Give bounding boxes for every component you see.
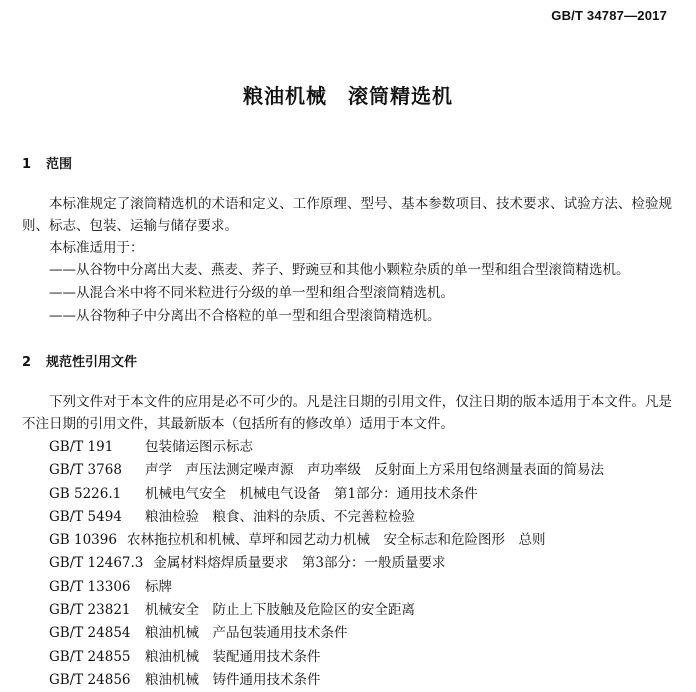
reference-code: GB/T 191: [49, 439, 114, 455]
reference-code: GB/T 24854: [49, 625, 131, 642]
section-2-heading: [22, 351, 137, 370]
section-2-paragraph: [22, 391, 672, 435]
reference-item: [49, 622, 604, 645]
reference-title: 粮油检验 粮食、油料的杂质、不完善粒检验: [145, 508, 415, 525]
section-2-number: 2: [22, 355, 32, 370]
section-1-number: 1: [22, 157, 32, 172]
reference-item: [49, 459, 604, 482]
reference-item: [49, 506, 604, 529]
reference-item: [49, 483, 604, 506]
reference-title: 机械安全 防止上下肢触及危险区的安全距离: [145, 602, 415, 619]
reference-title: 粮油机械 装配通用技术条件: [145, 648, 321, 665]
reference-list: [49, 436, 604, 692]
standard-code: GB/T 34787—2017: [551, 8, 667, 23]
scope-item-1: ——从谷物中分离出大麦、燕麦、荞子、野豌豆和其他小颗粒杂质的单一型和组合型滚筒精选机。: [49, 262, 630, 278]
reference-title: 标牌: [145, 578, 172, 595]
reference-code: GB/T 24856: [49, 671, 131, 688]
reference-code: GB/T 24855: [49, 648, 131, 665]
reference-item: [49, 576, 604, 599]
reference-title: 粮油机械 铸件通用技术条件: [145, 671, 321, 688]
section-1-title: 范围: [46, 157, 73, 172]
reference-code: GB/T 5494: [49, 508, 122, 525]
reference-item: [49, 669, 604, 692]
scope-item-2: ——从混合米中将不同米粒进行分级的单一型和组合型滚筒精选机。: [49, 285, 454, 301]
reference-code: GB/T 12467.3: [49, 555, 144, 572]
reference-title: 机械电气安全 机械电气设备 第1部分：通用技术条件: [145, 485, 478, 502]
reference-item: [49, 646, 604, 669]
applies-intro: 本标准适用于：: [49, 240, 144, 256]
reference-title: 包装储运图示标志: [145, 439, 253, 455]
reference-item: [49, 529, 604, 552]
reference-code: GB 5226.1: [49, 485, 122, 502]
reference-title: 声学 声压法测定噪声源 声功率级 反射面上方采用包络测量表面的简易法: [145, 462, 604, 479]
reference-item: [49, 436, 604, 459]
reference-code: GB/T 3768: [49, 462, 122, 479]
scope-paragraph: 本标准规定了滚筒精选机的术语和定义、工作原理、型号、基本参数项目、技术要求、试验方法、检验规则、标志、包装、运输与储存要求。: [22, 196, 672, 234]
reference-title: 粮油机械 产品包装通用技术条件: [145, 625, 348, 642]
reference-title: 金属材料熔焊质量要求 第3部分：一般质量要求: [153, 555, 446, 572]
reference-code: GB 10396: [49, 532, 117, 549]
references-paragraph: 下列文件对于本文件的应用是必不可少的。凡是注日期的引用文件，仅注日期的版本适用于本文件。凡是不注日期的引用文件，其最新版本（包括所有的修改单）适用于本文件。: [22, 394, 672, 432]
reference-title: 农林拖拉机和机械、草坪和园艺动力机械 安全标志和危险图形 总则: [127, 532, 546, 549]
reference-code: GB/T 23821: [49, 602, 131, 619]
reference-item: [49, 599, 604, 622]
section-1-heading: [22, 153, 72, 172]
reference-code: GB/T 13306: [49, 578, 131, 595]
section-1-paragraph: [22, 193, 672, 237]
document-title: 粮油机械 滚筒精选机: [243, 84, 453, 108]
scope-item-3: ——从谷物种子中分离出不合格粒的单一型和组合型滚筒精选机。: [49, 308, 441, 324]
section-2-title: 规范性引用文件: [46, 355, 138, 370]
reference-item: [49, 552, 604, 575]
